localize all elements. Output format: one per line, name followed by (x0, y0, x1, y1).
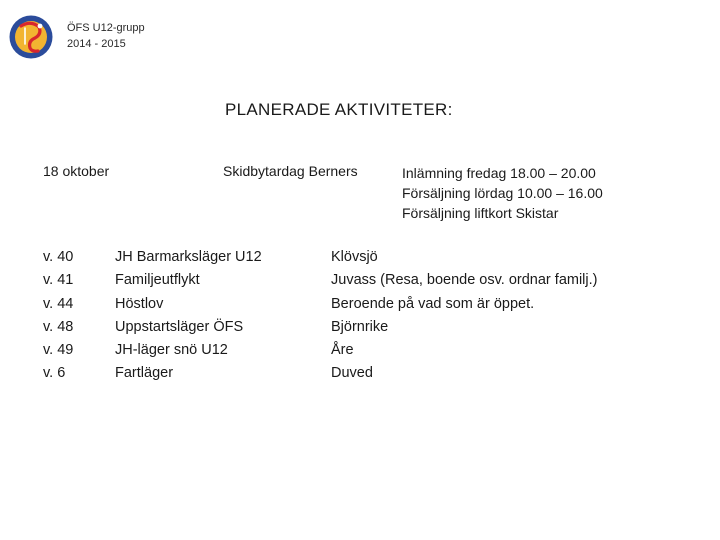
schedule-week: v. 49 (43, 342, 74, 359)
club-crest-icon (8, 14, 54, 60)
schedule-place: Klövsjö (331, 249, 378, 265)
schedule-row (43, 246, 651, 269)
schedule-place: Åre (331, 342, 354, 359)
event-detail-line: Försäljning liftkort Skistar (402, 205, 559, 221)
schedule-activity: Uppstartsläger ÖFS (115, 318, 244, 335)
schedule-activity: Fartläger (115, 365, 174, 382)
schedule-week: v. 40 (43, 249, 74, 265)
event-detail-line: Inlämning fredag 18.00 – 20.00 (402, 165, 596, 181)
schedule-place: Juvass (Resa, boende osv. ordnar familj.) (331, 272, 598, 289)
schedule-activity: Höstlov (115, 295, 164, 312)
page-title: PLANERADE AKTIVITETER: (225, 100, 453, 119)
club-header (67, 20, 145, 52)
schedule-row (43, 293, 651, 316)
schedule-activity: JH-läger snö U12 (115, 342, 228, 359)
featured-event-name: Skidbytardag Berners (223, 163, 358, 179)
schedule-row (43, 339, 651, 362)
schedule-activity: Familjeutflykt (115, 272, 200, 289)
activity-schedule (43, 246, 651, 386)
schedule-row (43, 269, 651, 292)
schedule-activity: JH Barmarksläger U12 (115, 249, 262, 265)
schedule-row (43, 362, 651, 385)
schedule-place: Duved (331, 365, 373, 382)
schedule-row (43, 316, 651, 339)
event-detail-line: Försäljning lördag 10.00 – 16.00 (402, 185, 603, 201)
schedule-week: v. 41 (43, 272, 74, 289)
schedule-week: v. 48 (43, 318, 74, 335)
season-label: 2014 - 2015 (67, 38, 126, 50)
club-name: ÖFS U12-grupp (67, 22, 145, 34)
schedule-place: Björnrike (331, 318, 389, 335)
schedule-place: Beroende på vad som är öppet. (331, 295, 535, 312)
featured-event-details (402, 163, 603, 223)
schedule-week: v. 6 (43, 365, 66, 382)
schedule-week: v. 44 (43, 295, 74, 312)
featured-event-date: 18 oktober (43, 163, 110, 179)
